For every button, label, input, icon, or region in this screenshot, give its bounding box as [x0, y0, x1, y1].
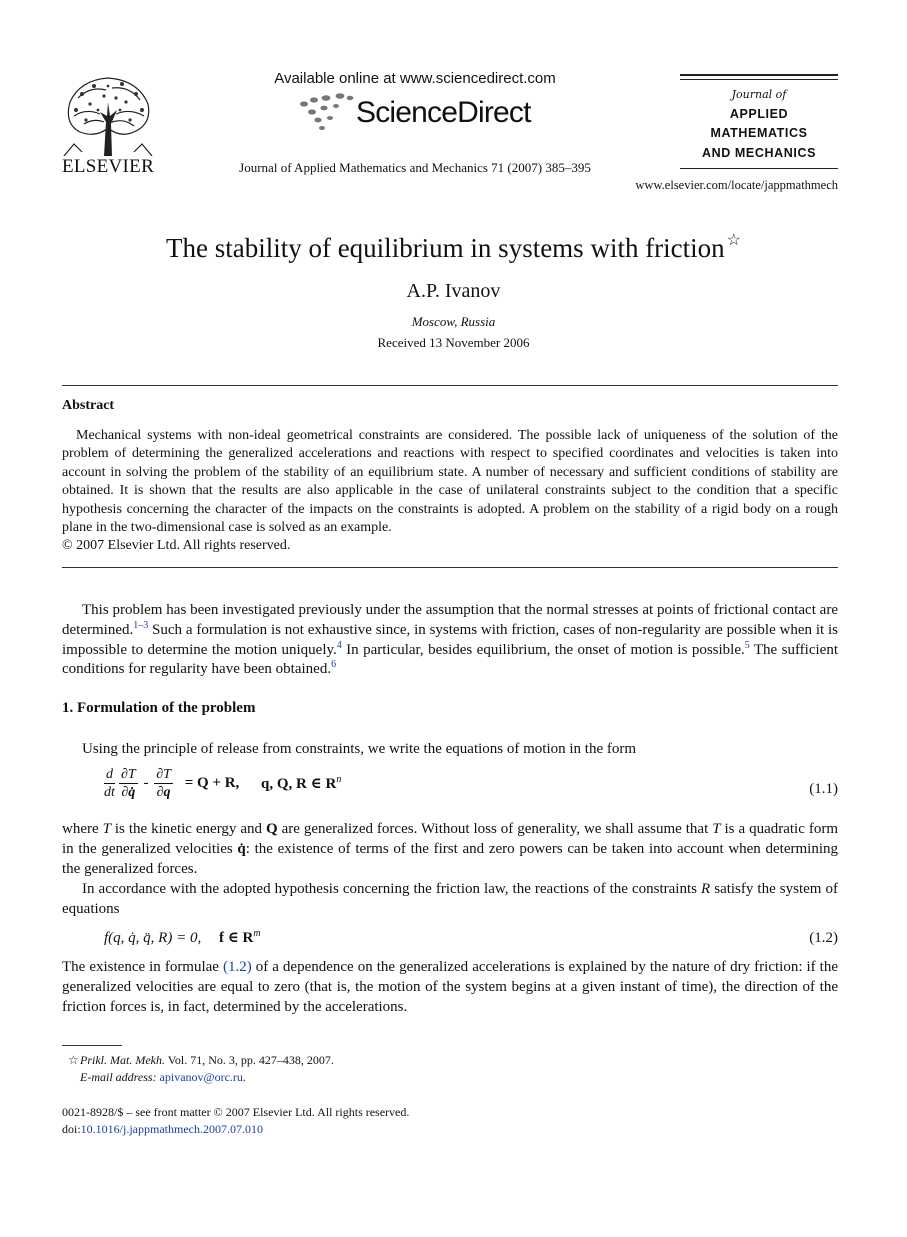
section-1-paragraph-4	[62, 958, 838, 1017]
p3-text-b: satisfy the system of equations	[62, 881, 838, 917]
eq1-num-dT: ∂T	[121, 767, 136, 782]
abstract-heading: Abstract	[62, 398, 115, 413]
p2-text-a: where	[62, 821, 103, 837]
paper-title-text: The stability of equilibrium in systems with friction	[165, 233, 725, 263]
eq2-set	[219, 930, 261, 946]
intro-sentence-4: The sufficient conditions for regularity have been obtained.	[62, 641, 838, 678]
doi-line	[62, 1121, 409, 1138]
eq2-set-text: f ∈ R	[218, 930, 254, 946]
abstract-top-rule	[62, 385, 838, 386]
title-footnote-star-icon[interactable]: ☆	[726, 232, 742, 249]
equation-1-1	[102, 766, 341, 801]
equation-1-2-number: (1.2)	[809, 930, 838, 946]
p2-text-e: : the existence of terms of the first and zero powers can be taken into account when determining the generalized forces.	[62, 840, 838, 877]
eq1-frac-dT-dq	[154, 766, 173, 801]
journal-logo-top-rule	[680, 74, 838, 76]
footnote-email	[68, 1069, 334, 1086]
available-online-text[interactable]: Available online at www.sciencedirect.com	[274, 70, 556, 87]
footnote-rule	[62, 1045, 122, 1046]
intro-sentence-1: This problem has been investigated previously under the assumption that the normal stresses at points of frictional contact are determined.	[62, 602, 838, 638]
journal-logo	[680, 74, 838, 170]
footnote-source-journal: Prikl. Mat. Mekh.	[80, 1053, 165, 1067]
eq1-set	[261, 776, 341, 792]
issn-line: 0021-8928/$ – see front matter © 2007 Elsevier Ltd. All rights reserved.	[62, 1105, 410, 1119]
sciencedirect-wordmark: ScienceDirect	[356, 96, 531, 129]
eq1-den-dqdot: ∂q̇	[121, 785, 136, 800]
doi-link[interactable]: 10.1016/j.jappmathmech.2007.07.010	[80, 1122, 263, 1136]
eq1-frac-dT-dqdot	[119, 766, 138, 801]
p2-symbol-T: T	[102, 821, 111, 837]
p2-symbol-qdot: q̇	[237, 840, 246, 857]
journal-citation: Journal of Applied Mathematics and Mechanics 71 (2007) 385–395	[239, 160, 591, 175]
intro-paragraph	[62, 601, 838, 680]
footnote	[68, 1052, 334, 1086]
section-1-heading: 1. Formulation of the problem	[62, 700, 256, 716]
citation-link-1-3[interactable]: 1–3	[133, 619, 149, 631]
journal-url-link[interactable]: www.elsevier.com/locate/jappmathmech	[635, 178, 838, 192]
elsevier-logo	[60, 72, 156, 177]
equation-1-2	[104, 928, 261, 947]
received-date: Received 13 November 2006	[377, 335, 530, 350]
section-1-paragraph-3	[62, 880, 838, 920]
elsevier-wordmark: ELSEVIER	[61, 156, 155, 177]
p3-symbol-R: R	[701, 881, 711, 897]
eq1-den-dq: ∂q	[156, 785, 171, 800]
section-1-paragraph-2	[62, 820, 838, 879]
p2-symbol-Q: Q	[265, 821, 278, 837]
author-affiliation: Moscow, Russia	[411, 314, 496, 329]
citation-link-5[interactable]: 5	[744, 639, 750, 651]
section-1-paragraph-1: Using the principle of release from constraints, we write the equations of motion in the form	[82, 741, 637, 757]
abstract-body: Mechanical systems with non-ideal geometrical constraints are considered. The possible lack of uniqueness of the solution of the problem of determining the generalized accelerations and reactions with respect to specified coordinates and velocities is taken into account in solving the problem of the stability of an equilibrium state. A number of necessary and sufficient conditions of stability are obtained. It is shown that the results are also applicable in the case of unilateral constraints subject to the condition that a specific hypothesis concerning the character of the impacts on the constraints is adopted. A problem on the stability of a rigid body on a rough plane in the two-dimensional case is solved as an example.	[62, 428, 838, 536]
intro-sentence-2: Such a formulation is not exhaustive since, in systems with friction, cases of non-regularity are possible when it is impossible to determine the motion uniquely.	[62, 621, 838, 658]
p2-symbol-T2: T	[712, 821, 721, 837]
journal-logo-line2: MATHEMATICS	[710, 126, 808, 140]
p2-text-b: is the kinetic energy and	[110, 821, 266, 837]
doi-label: doi:	[62, 1122, 81, 1136]
sciencedirect-logo[interactable]	[298, 92, 538, 134]
abstract-bottom-rule	[62, 567, 838, 568]
footnote-email-end: .	[242, 1070, 246, 1084]
citation-link-6[interactable]: 6	[331, 659, 337, 671]
footnote-source	[68, 1052, 334, 1069]
footnote-source-details: Vol. 71, No. 3, pp. 427–438, 2007.	[164, 1053, 334, 1067]
issn-doi-block	[62, 1104, 409, 1138]
eq1-minus: -	[143, 775, 149, 791]
p2-text-d: is a quadratic form in the generalized velocities	[62, 821, 838, 857]
journal-logo-journal-of: Journal of	[731, 88, 787, 101]
eq1-den-dt: dt	[104, 785, 115, 800]
equation-ref-link-1-2[interactable]: (1.2)	[222, 959, 252, 975]
sciencedirect-dots-icon	[298, 92, 356, 134]
author-email-link[interactable]: apivanov@orc.ru	[159, 1070, 243, 1084]
citation-link-4[interactable]: 4	[336, 639, 342, 651]
eq2-set-sup: m	[253, 928, 261, 939]
equation-1-1-number: (1.1)	[809, 781, 838, 797]
intro-sentence-3: In particular, besides equilibrium, the onset of motion is possible.	[341, 641, 745, 658]
eq1-set-sup: n	[336, 774, 342, 785]
journal-logo-bottom-rule	[680, 168, 838, 169]
eq1-num-dT2: ∂T	[156, 767, 171, 782]
footnote-email-label: E-mail address:	[80, 1070, 157, 1084]
p3-text-a: In accordance with the adopted hypothesis concerning the friction law, the reactions of the constraints	[82, 881, 702, 897]
footnote-star-icon: ☆	[68, 1053, 79, 1067]
journal-logo-top-rule-thin	[680, 79, 838, 80]
p2-text-c: are generalized forces. Without loss of generality, we shall assume that	[277, 821, 713, 837]
p4-text-a: The existence in formulae	[62, 959, 223, 975]
paper-title	[0, 230, 907, 264]
eq2-lhs: f(q, q̇, q̈, R) = 0,	[104, 930, 202, 946]
eq1-num-d: d	[106, 767, 113, 782]
author-name: A.P. Ivanov	[406, 280, 501, 302]
eq1-frac-d-dt	[104, 766, 115, 801]
elsevier-tree-icon	[60, 72, 156, 156]
eq1-rhs: = Q + R,	[184, 775, 240, 791]
journal-logo-line1: APPLIED	[729, 107, 789, 121]
journal-logo-line3: AND MECHANICS	[701, 146, 817, 160]
abstract-copyright: © 2007 Elsevier Ltd. All rights reserved.	[62, 538, 291, 553]
eq1-set-text: q, Q, R ∈ R	[261, 776, 337, 792]
p4-text-b: of a dependence on the generalized accelerations is explained by the nature of dry friction: if the generalized velocities are equal to zero (that is, the motion of the system begins at a given instant of time), the direction of the friction forces is, in fact, determined by the accelerations.	[62, 959, 838, 1015]
